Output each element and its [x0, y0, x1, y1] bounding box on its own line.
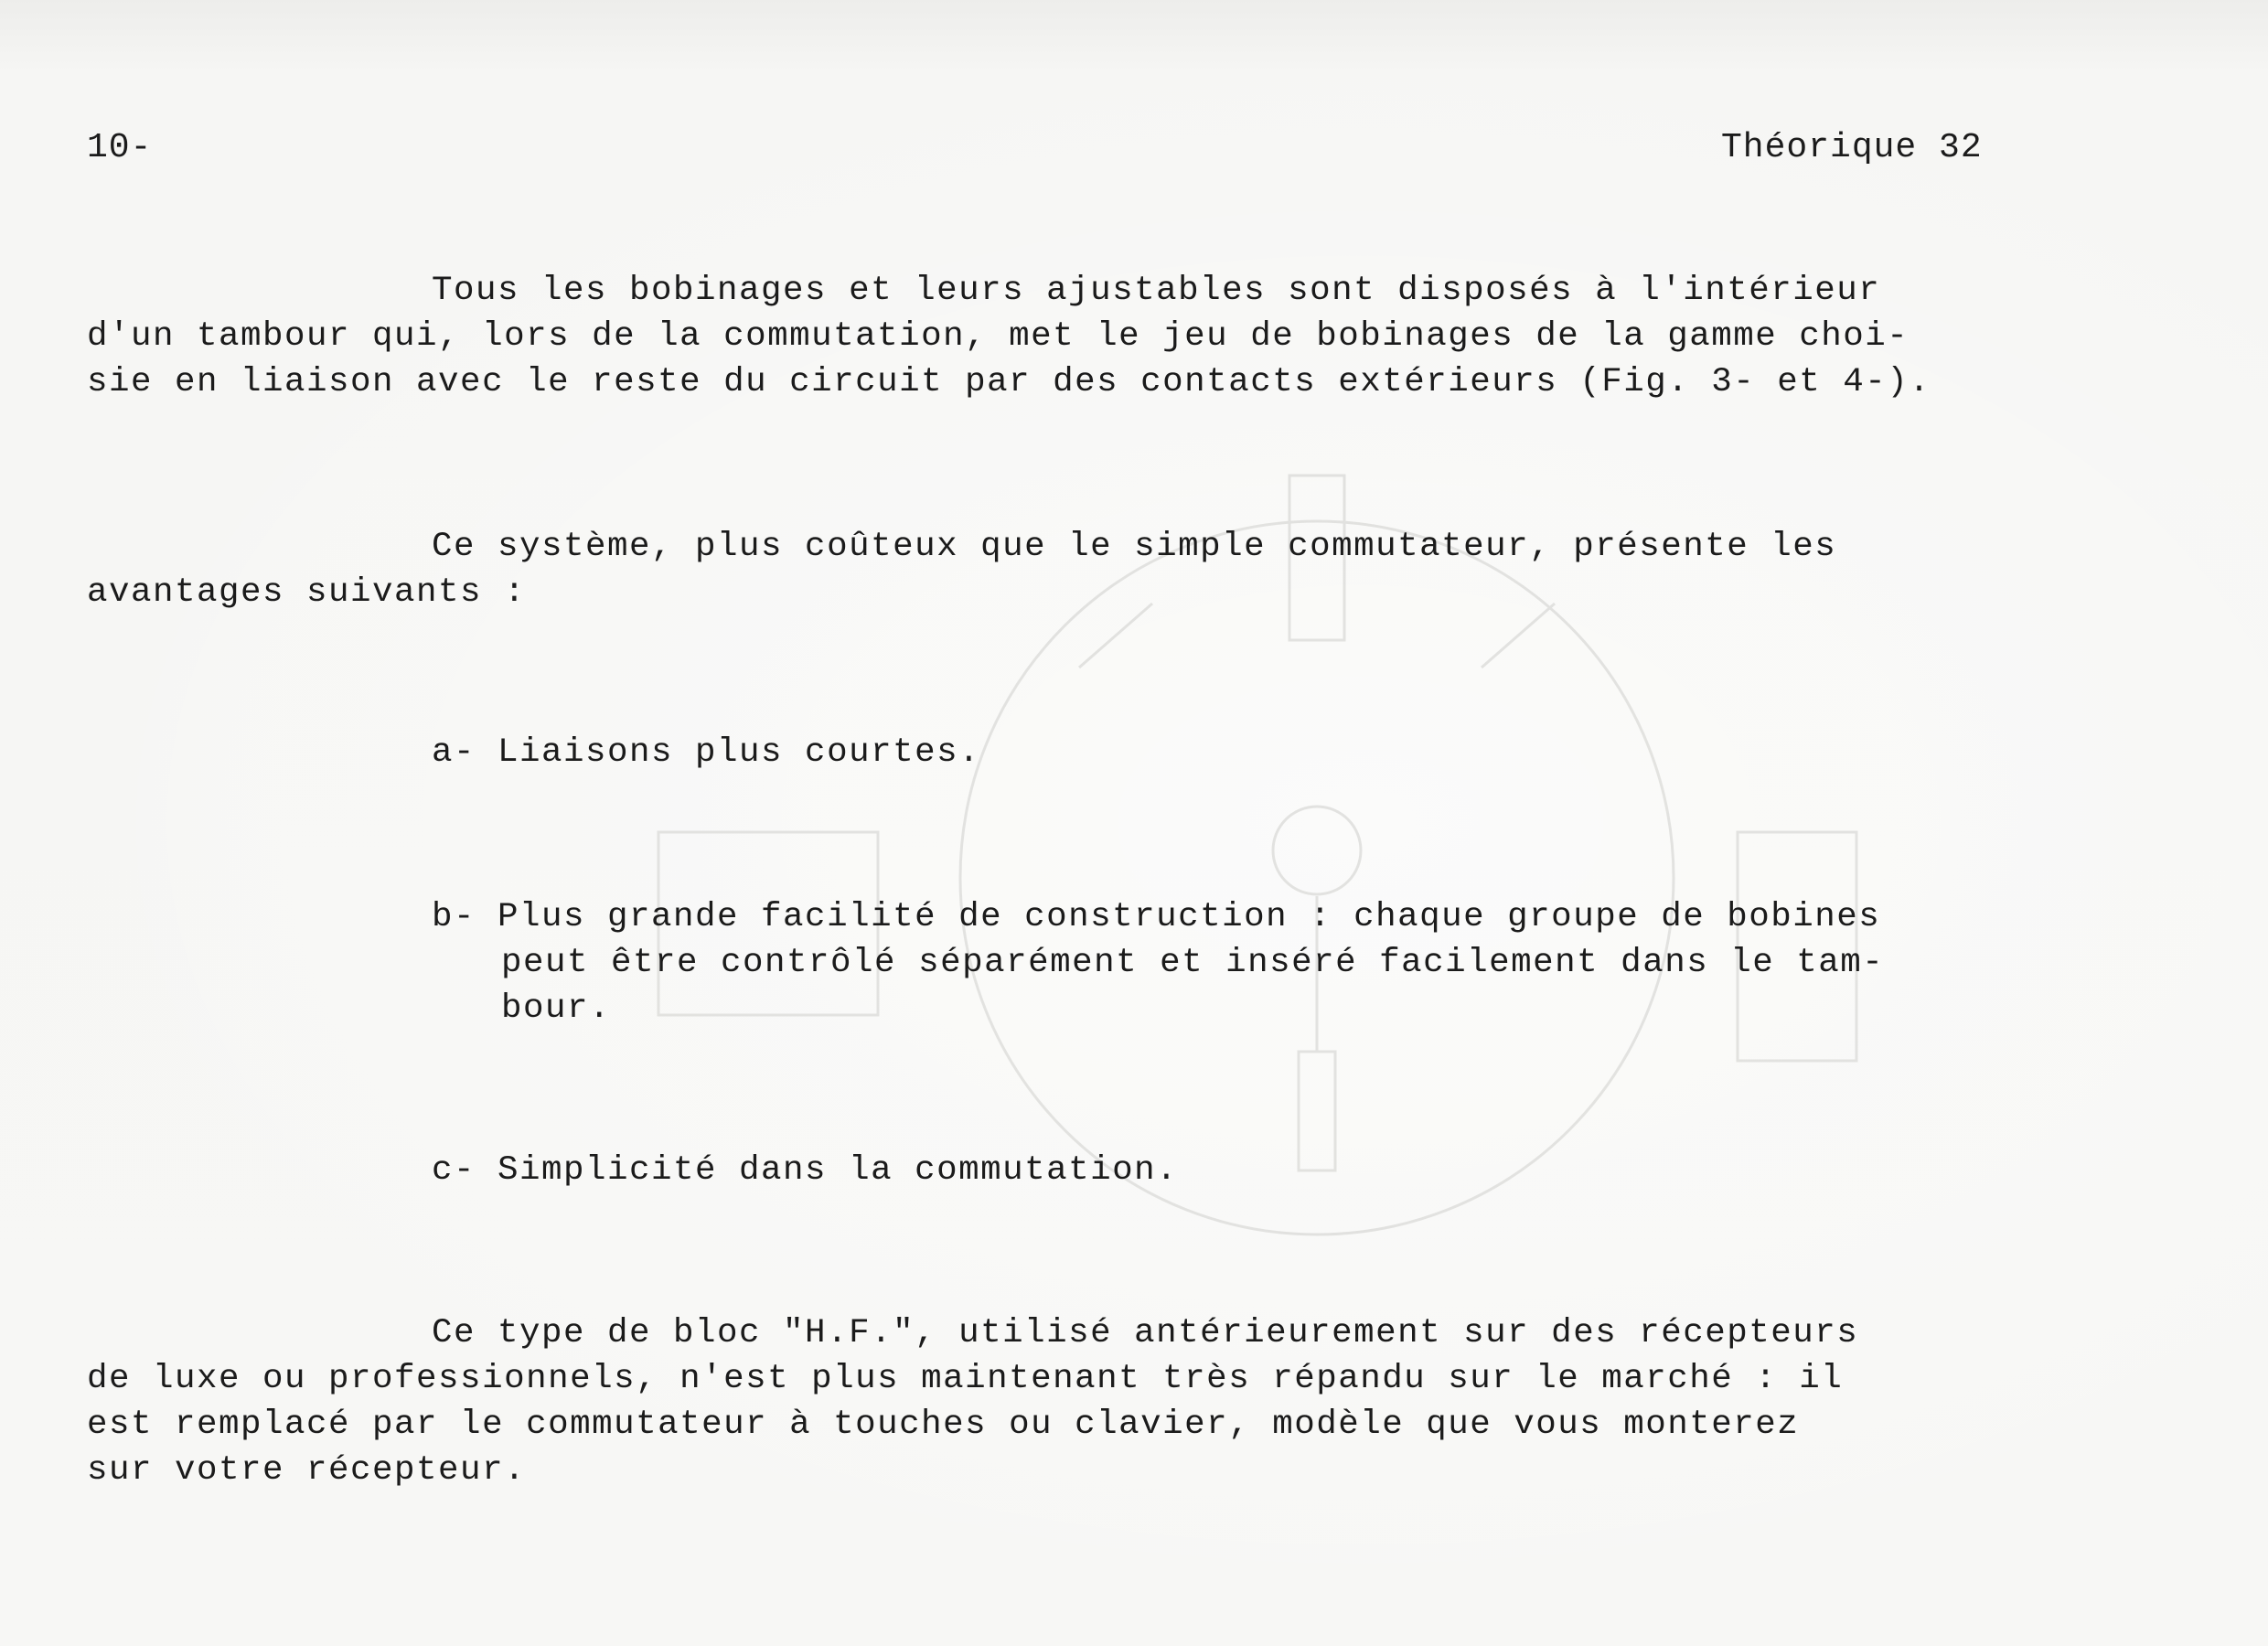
- paragraph-3-line-2: de luxe ou professionnels, n'est plus maintenant très répandu sur le marché : il: [87, 1360, 1844, 1398]
- paragraph-3-line-3: est remplacé par le commutateur à touches ou clavier, modèle que vous monterez: [87, 1406, 1800, 1444]
- list-item-b-line-3: bour.: [501, 989, 612, 1028]
- paragraph-1-line-1: Tous les bobinages et leurs ajustables sont disposés à l'intérieur: [432, 272, 1881, 310]
- paragraph-3-line-1: Ce type de bloc "H.F.", utilisé antérieurement sur des récepteurs: [432, 1314, 1859, 1352]
- paragraph-1-line-3: sie en liaison avec le reste du circuit par des contacts extérieurs (Fig. 3- et 4-).: [87, 363, 1931, 401]
- paragraph-3-line-4: sur votre récepteur.: [87, 1451, 527, 1490]
- paragraph-1-line-2: d'un tambour qui, lors de la commutation, met le jeu de bobinages de la gamme choi-: [87, 317, 1910, 356]
- list-item-b-line-1: b- Plus grande facilité de construction : chaque groupe de bobines: [432, 898, 1881, 936]
- page-number: 10-: [87, 128, 153, 167]
- section-header: Théorique 32: [1721, 128, 1983, 167]
- paragraph-2-line-1: Ce système, plus coûteux que le simple commutateur, présente les: [432, 528, 1837, 566]
- list-item-b-line-2: peut être contrôlé séparément et inséré facilement dans le tam-: [501, 944, 1885, 982]
- paragraph-2-line-2: avantages suivants :: [87, 573, 527, 612]
- list-item-c: c- Simplicité dans la commutation.: [432, 1151, 1179, 1190]
- list-item-a: a- Liaisons plus courtes.: [432, 733, 981, 772]
